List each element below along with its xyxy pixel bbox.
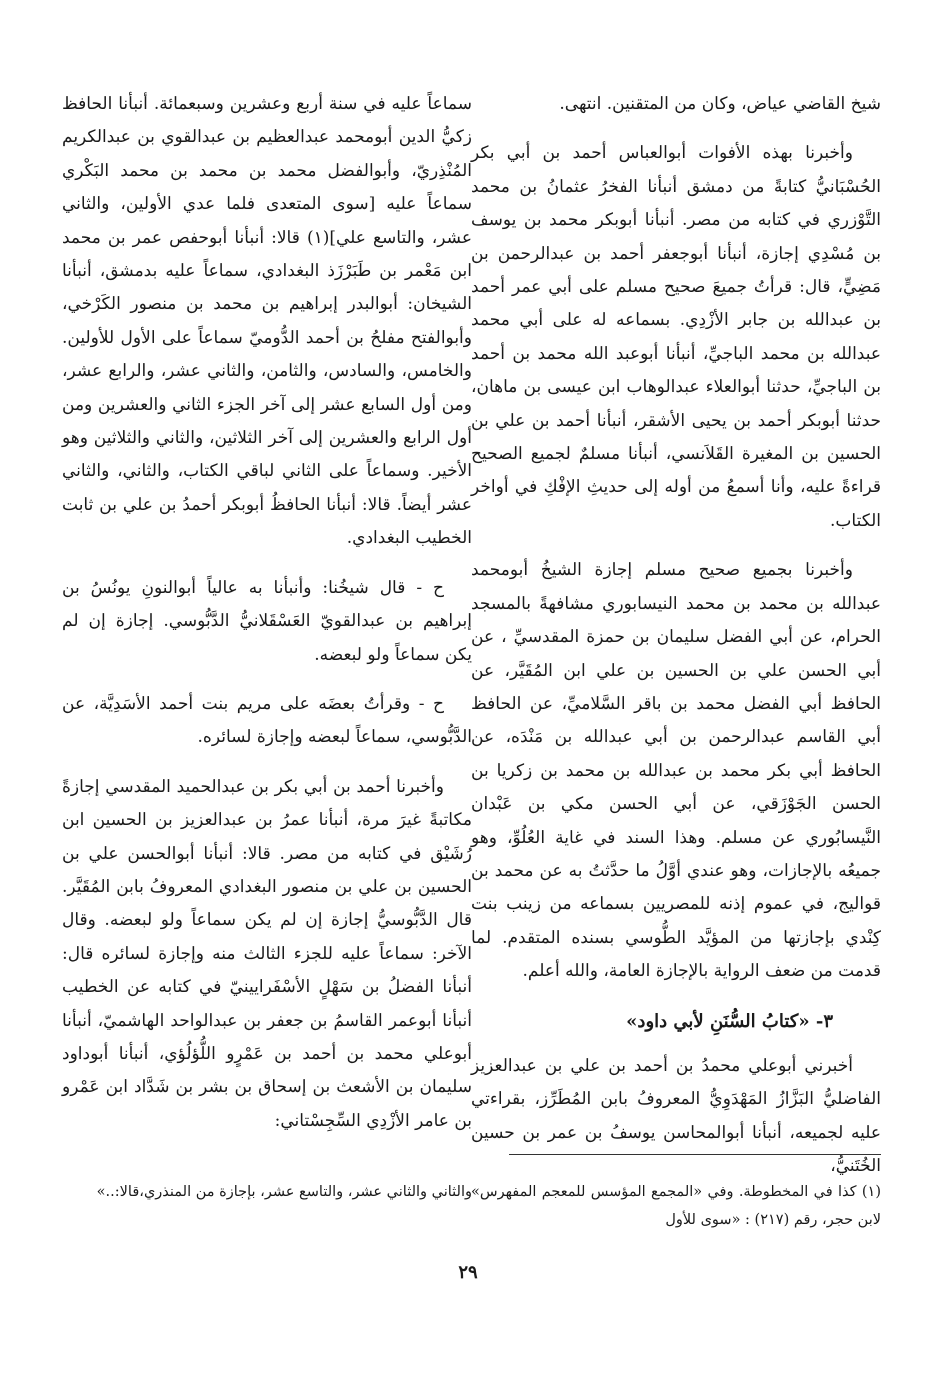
- left-column: [62, 88, 472, 1154]
- right-column: [471, 88, 881, 1200]
- paragraph-5: سماعاً عليه في سنة أربع وعشرين وسبعمائة. أنبأنا الحافظ زكيُّ الدين أبومحمد عبدالعظيم بن عبدالقوي بن عبدالكريم المُنْذِريّ، وأبوالفضل محمد بن محمد بن محمد البَكْري سماعاً عليه [سوى المتعدى فلما عدي الأولين، والثاني عشر، والتاسع علي](١) قالا: أنبأنا أبوحفص عمر بن محمد ابن مَعْمر بن طَبَرْزَذ البغدادي، سماعاً عليه بدمشق، أنبأنا الشيخان: أبوالبدر إبراهيم بن محمد بن منصور الكَرْخي، وأبوالفتح مفلحُ بن أحمد الدُّوميّ سماعاً على الأول للأولين. والخامس، والسادس، والثامن، والثاني عشر، والرابع عشر، ومن أول السابع عشر إلى آخر الجزء الثاني والعشرين ومن أول الرابع والعشرين إلى آخر الثلاثين، والثاني والثلاثين وهو الأخير. وسماعاً على الثاني لباقي الكتاب، والثاني، والثاني عشر أيضاً. قالا: أنبأنا الحافظُ أبوبكر أحمدُ بن علي بن ثابت الخطيب البغدادي.: [62, 94, 472, 549]
- paragraph-6: ح - قال شيخُنا: وأنبأنا به عالياً أبوالنونِ يونُسُ بن إبراهيم بن عبدالقويّ العَسْقَلانيُّ الدَّبُّوسي. إجازة إن لم يكن سماعاً ولو لبعضه.: [62, 577, 472, 665]
- page-number: ٢٩: [458, 1262, 478, 1283]
- paragraph-3: وأخبرنا بجميع صحيح مسلم إجازة الشيخُ أبومحمد عبدالله بن محمد بن محمد النيسابوري مشافهةً بالمسجد الحرام، عن أبي الفضل سليمان بن حمزة المقدسيِّ ، عن أبي الحسن علي بن الحسين بن علي ابن المُقَيَّر، عن الحافظ أبي الفضل محمد بن باقر السَّلاميِّ، عن الحافظ أبي القاسم عبدالرحمن بن أبي عبدالله بن مَنْدَه، عن الحافظ أبي بكر محمد بن عبدالله بن محمد بن زكريا بن الحسن الجَوْزَقي، عن أبي الحسن مكي بن عَبْدان النَّيسابُوري عن مسلم. وهذا السند في غاية العُلُوِّ، وهو جميعُه بالإجازات، وهو عندي أوَّلُ ما حدَّثتُ به عن محمد بن قواليج، في عموم إذنه للمصريين بسماعه من زينب بنت كِنْدي بإجازتها من المؤيَّد الطُّوسي بسنده المتقدم. لما قدمت من ضعف الرواية بالإجازة العامة، والله أعلم.: [471, 560, 881, 982]
- paragraph-1: شيخ القاضي عياض، وكان من المتقنين. انتهى.: [559, 94, 881, 114]
- paragraph-7: ح - وقرأتُ بعضَه على مريم بنت أحمد الأسَدِيَّة، عن الدَّبُّوسي، سماعاً لبعضه وإجازة لسائره.: [62, 693, 472, 748]
- footnote-left: والثاني والثاني عشر، والتاسع عشر، بإجازة من المنذري،قالا:..»: [96, 1184, 472, 1200]
- footnote-divider: [509, 1154, 881, 1155]
- paragraph-4: أخبرني أبوعلي محمدُ بن أحمد بن علي بن عبدالعزيز الفاضليُّ البَزَّازُ المَهْدَوِيُّ المعروفُ بابن المُطَرِّز، بقراءتي عليه لجميعه، أنبأنا أبوالمحاسن يوسفُ بن عمر بن حسين الخُتَنيُّ،: [471, 1055, 881, 1177]
- section-heading: ٣- «كتابُ السُّنَنِ لأبي داود»: [626, 1010, 833, 1032]
- paragraph-2: وأخبرنا بهذه الأفوات أبوالعباس أحمد بن أبي بكر الحُسْبَانيُّ كتابةً من دمشق أنبأنا الفخرُ عثمانُ بن محمد التَّوْزري في كتابه من مصر. أنبأنا أبوبكر محمد بن يوسف بن مُسْدِي إجازة، أنبأنا أبوجعفر أحمد بن عبدالرحمن بن مَضِيٍّ، قال: قرأتُ جميعَ صحيح مسلم على أبي عمر أحمد بن عبدالله بن جابر الأزْدِي. بسماعه له على أبي محمد عبدالله بن محمد الباجيِّ، أنبأنا أبوعبد الله محمد بن أحمد بن الباجيِّ، حدثنا أبوالعلاء عبدالوهاب ابن عيسى بن ماهان، حدثنا أبوبكر أحمد بن يحيى الأشقر، أنبأنا أحمد بن علي بن الحسين بن المغيرة القَلاَنسي، أنبأنا مسلمٌ لجميع الصحيح قراءةً عليه، وأنا أسمعُ من أوله إلى حديثِ الإفْكِ في أواخر الكتاب.: [471, 143, 881, 531]
- paragraph-8: وأخبرنا أحمد بن أبي بكر بن عبدالحميد المقدسي إجازةً مكاتبةً غيرَ مرة، أنبأنا عمرُ بن عبدالعزيز بن الحسين ابن رُشَيْق في كتابه من مصر. قالا: أنبأنا أبوالحسن علي بن الحسين بن علي بن منصور البغدادي المعروفُ بابن المُقَيَّر. قال الدَّبُّوسيُّ إجازة إن لم يكن سماعاً ولو لبعضه. وقال الآخر: سماعاً عليه للجزء الثالث منه وإجازة لسائره قال: أنبأنا الفضلُ بن سَهْلٍ الأسْفَرايينيّ في كتابه عن الخطيب أنبأنا أبوعمر القاسمُ بن جعفر بن عبدالواحد الهاشميّ، أنبأنا أبوعلي محمد بن أحمد بن عَمْرٍو اللُّؤلُؤي، أنبأنا أبوداود سليمان بن الأشعث بن إسحاق بن بشر بن شَدَّاد ابن عَمْرو بن عامر الأزْدِي السِّجِسْتاني:: [62, 776, 472, 1131]
- footnote-right: (١) كذا في المخطوطة. وفي «المجمع المؤسس للمعجم المفهرس» لابن حجر، رقم (٢١٧) : «سوى للأول: [471, 1184, 881, 1228]
